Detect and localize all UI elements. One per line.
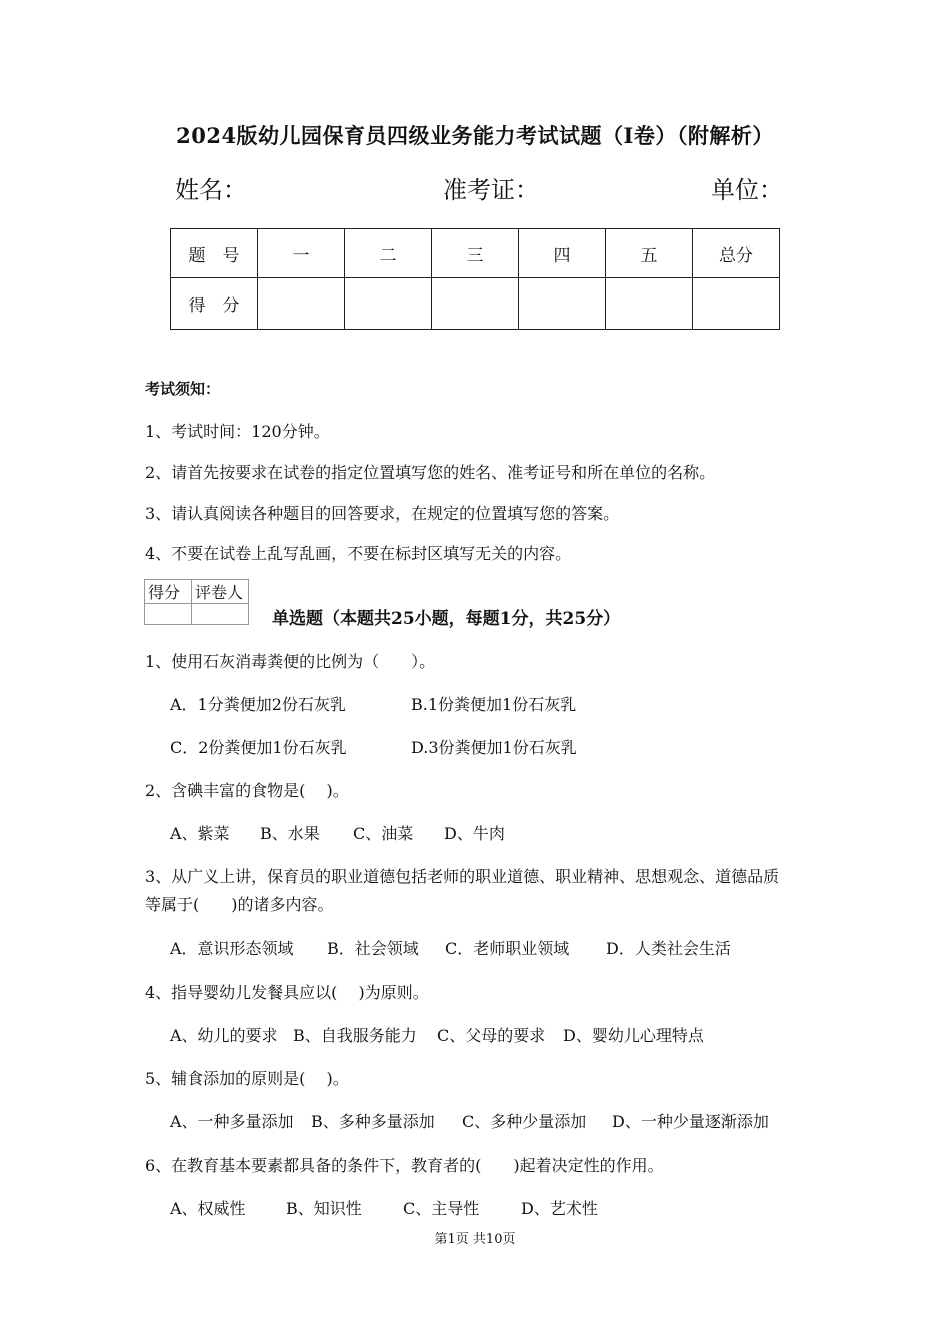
option: C、父母的要求 <box>437 1026 546 1045</box>
question-text: 6、在教育基本要素都具备的条件下，教育者的( )起着决定性的作用。 <box>145 1156 664 1175</box>
option: B．社会领域 <box>327 939 419 958</box>
grader-name-label: 评卷人 <box>192 580 249 604</box>
option: C．老师职业领域 <box>445 939 570 958</box>
score-table-score-row <box>171 278 780 330</box>
question-text: 3、从广义上讲，保育员的职业道德包括老师的职业道德、职业精神、思想观念、道德品质 <box>145 867 780 886</box>
score-cell <box>258 278 345 330</box>
score-header-cell: 五 <box>606 229 693 278</box>
score-header-cell: 总分 <box>693 229 780 278</box>
option: B.1份粪便加1份石灰乳 <box>411 695 577 714</box>
page-footer: 第1页 共10页 <box>434 1232 516 1247</box>
option: A．意识形态领域 <box>170 939 294 958</box>
option: A．1分粪便加2份石灰乳 <box>170 695 346 714</box>
score-header-cell: 题 号 <box>171 229 258 278</box>
score-row-label: 得 分 <box>171 278 258 330</box>
question-text: 4、指导婴幼儿发餐具应以( )为原则。 <box>145 983 429 1002</box>
option: D、牛肉 <box>444 824 505 843</box>
note-item: 2、请首先按要求在试卷的指定位置填写您的姓名、准考证号和所在单位的名称。 <box>145 463 716 482</box>
page-title: 2024版幼儿园保育员四级业务能力考试试题（I卷）（附解析） <box>176 123 774 148</box>
unit-label: 单位： <box>711 176 783 204</box>
notes-heading: 考试须知： <box>145 380 221 398</box>
score-header-cell: 二 <box>345 229 432 278</box>
section-title: 单选题（本题共25小题，每题1分，共25分） <box>272 609 621 629</box>
option: B、自我服务能力 <box>293 1026 417 1045</box>
question-text: 1、使用石灰消毒粪便的比例为（ ）。 <box>145 652 436 671</box>
score-cell <box>432 278 519 330</box>
option: D．人类社会生活 <box>606 939 731 958</box>
score-cell <box>519 278 606 330</box>
option: A、幼儿的要求 <box>170 1026 278 1045</box>
option: C．2份粪便加1份石灰乳 <box>170 738 347 757</box>
option: A、一种多量添加 <box>170 1112 294 1131</box>
note-item: 1、考试时间：120分钟。 <box>145 422 330 441</box>
option: B、知识性 <box>286 1199 362 1218</box>
question-text: 5、辅食添加的原则是( )。 <box>145 1069 349 1088</box>
option: C、多种少量添加 <box>462 1112 587 1131</box>
question-text-continued: 等属于( )的诸多内容。 <box>145 895 334 914</box>
option: D、艺术性 <box>521 1199 598 1218</box>
option: D、婴幼儿心理特点 <box>563 1026 704 1045</box>
option: A、权威性 <box>170 1199 246 1218</box>
grader-name-cell <box>192 604 249 625</box>
score-cell <box>606 278 693 330</box>
score-header-cell: 三 <box>432 229 519 278</box>
note-item: 3、请认真阅读各种题目的回答要求，在规定的位置填写您的答案。 <box>145 504 620 523</box>
option: C、油菜 <box>353 824 414 843</box>
score-table-header-row <box>171 229 780 278</box>
option: B、水果 <box>260 824 320 843</box>
option: B、多种多量添加 <box>311 1112 435 1131</box>
grader-score-label: 得分 <box>145 580 192 604</box>
grader-score-cell <box>145 604 192 625</box>
option: D.3份粪便加1份石灰乳 <box>411 738 577 757</box>
option: C、主导性 <box>403 1199 480 1218</box>
name-label: 姓名： <box>175 176 247 204</box>
option: A、紫菜 <box>170 824 230 843</box>
score-header-cell: 四 <box>519 229 606 278</box>
note-item: 4、不要在试卷上乱写乱画，不要在标封区填写无关的内容。 <box>145 544 572 563</box>
option: D、一种少量逐渐添加 <box>612 1112 769 1131</box>
grader-box <box>144 579 249 625</box>
score-cell <box>693 278 780 330</box>
score-table <box>170 228 780 330</box>
score-cell <box>345 278 432 330</box>
question-text: 2、含碘丰富的食物是( )。 <box>145 781 349 800</box>
exam-id-label: 准考证： <box>443 176 539 204</box>
score-header-cell: 一 <box>258 229 345 278</box>
